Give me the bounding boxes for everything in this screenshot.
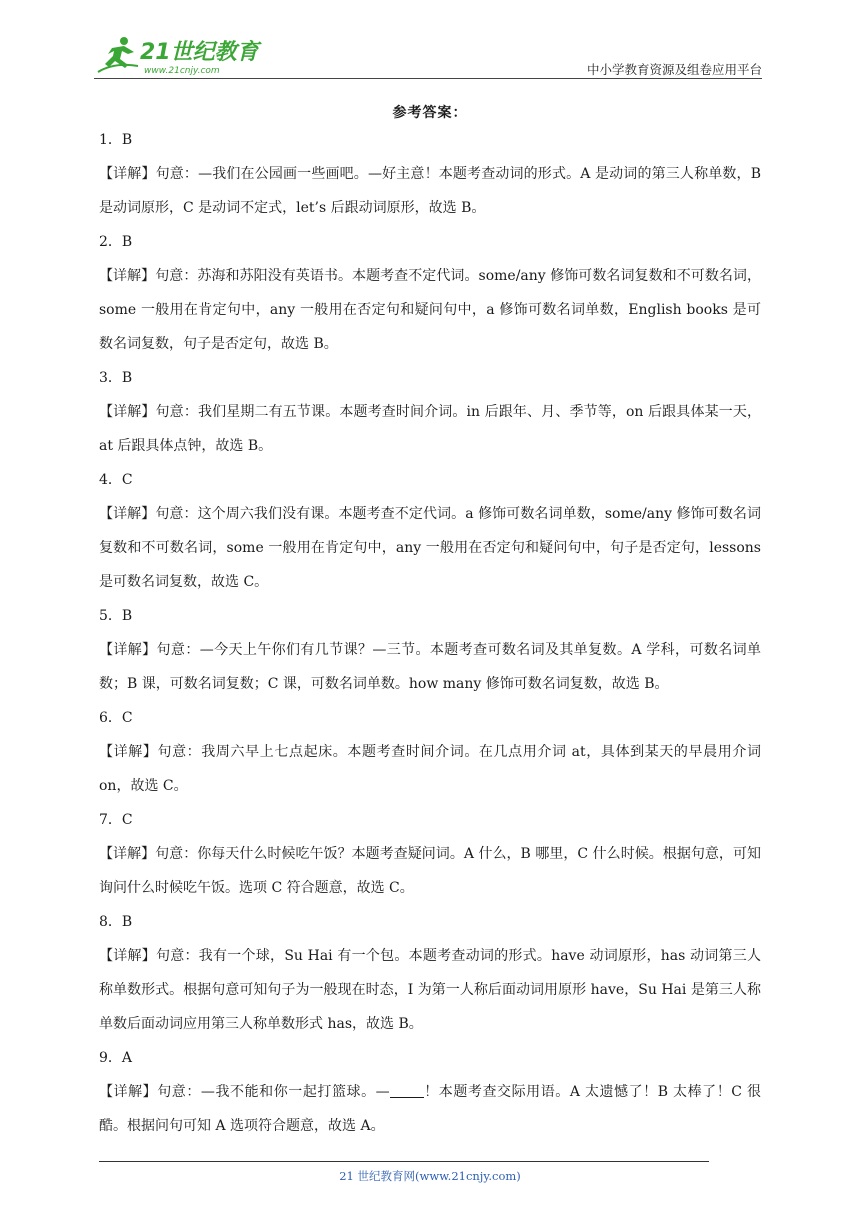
answer-explanation <box>99 1075 761 1143</box>
answer-explanation: 【详解】句意：—今天上午你们有几节课？—三节。本题考查可数名词及其单复数。A 学科，可数名词单数；B 课，可数名词复数；C 课，可数名词单数。how many 修饰可数名词复数，故选 B。 <box>99 642 761 692</box>
explanation-text-before-blank: 【详解】句意：—我不能和你一起打篮球。— <box>99 1084 390 1100</box>
answer-item <box>99 361 761 463</box>
answer-list <box>99 123 761 1143</box>
site-logo <box>94 32 264 78</box>
footer-divider <box>99 1161 709 1162</box>
answer-number: 6．C <box>99 710 133 726</box>
platform-name: 中小学教育资源及组卷应用平台 <box>586 62 762 77</box>
page-title: 参考答案： <box>392 105 468 121</box>
answer-number: 9．A <box>99 1050 133 1066</box>
answer-item <box>99 803 761 905</box>
footer-source: 21 世纪教育网(www.21cnjy.com) <box>339 1169 521 1183</box>
answer-number: 8．B <box>99 914 133 930</box>
answer-item <box>99 123 761 225</box>
answer-explanation: 【详解】句意：苏海和苏阳没有英语书。本题考查不定代词。some/any 修饰可数名词复数和不可数名词，some 一般用在肯定句中，any 一般用在否定句和疑问句中，a 修饰可数名词单数，English books 是可数名词复数，句子是否定句，故选 B。 <box>99 268 761 352</box>
answer-explanation: 【详解】句意：这个周六我们没有课。本题考查不定代词。a 修饰可数名词单数，some/any 修饰可数名词复数和不可数名词，some 一般用在肯定句中，any 一般用在否定句和疑问句中，句子是否定句，lessons 是可数名词复数，故选 C。 <box>99 506 761 590</box>
answer-number: 3．B <box>99 370 133 386</box>
answer-number: 1．B <box>99 132 133 148</box>
answer-number: 7．C <box>99 812 133 828</box>
explanation-text-after-blank: ！本题考查交际用语。A 太遗憾了！B 太棒了！C 很酷。根据问句可知 A 选项符合题意，故选 A。 <box>99 1084 762 1134</box>
answer-item <box>99 225 761 361</box>
svg-text:www.21cnjy.com: www.21cnjy.com <box>144 66 220 76</box>
answer-item <box>99 1041 761 1143</box>
answer-number: 5．B <box>99 608 133 624</box>
answer-item <box>99 905 761 1041</box>
answer-number: 4．C <box>99 472 133 488</box>
header-divider <box>94 78 762 79</box>
answer-explanation: 【详解】句意：我有一个球，Su Hai 有一个包。本题考查动词的形式。have 动词原形，has 动词第三人称单数形式。根据句意可知句子为一般现在时态，I 为第一人称后面动词用原形 have，Su Hai 是第三人称单数后面动词应用第三人称单数形式 has，故选 B。 <box>99 948 761 1032</box>
answer-item <box>99 463 761 599</box>
answer-explanation: 【详解】句意：我们星期二有五节课。本题考查时间介词。in 后跟年、月、季节等，on 后跟具体某一天，at 后跟具体点钟，故选 B。 <box>99 404 761 454</box>
answer-item <box>99 599 761 701</box>
answer-explanation: 【详解】句意：你每天什么时候吃午饭？本题考查疑问词。A 什么，B 哪里，C 什么时候。根据句意，可知询问什么时候吃午饭。选项 C 符合题意，故选 C。 <box>99 846 761 896</box>
answer-blank <box>390 1083 424 1098</box>
svg-text:21世纪教育: 21世纪教育 <box>140 40 259 65</box>
page-header <box>94 32 762 82</box>
answer-item <box>99 701 761 803</box>
answer-explanation: 【详解】句意：我周六早上七点起床。本题考查时间介词。在几点用介词 at，具体到某天的早晨用介词 on，故选 C。 <box>99 744 761 794</box>
answer-explanation: 【详解】句意：—我们在公园画一些画吧。—好主意！本题考查动词的形式。A 是动词的第三人称单数，B 是动词原形，C 是动词不定式，let’s 后跟动词原形，故选 B。 <box>99 166 761 216</box>
answer-number: 2．B <box>99 234 133 250</box>
